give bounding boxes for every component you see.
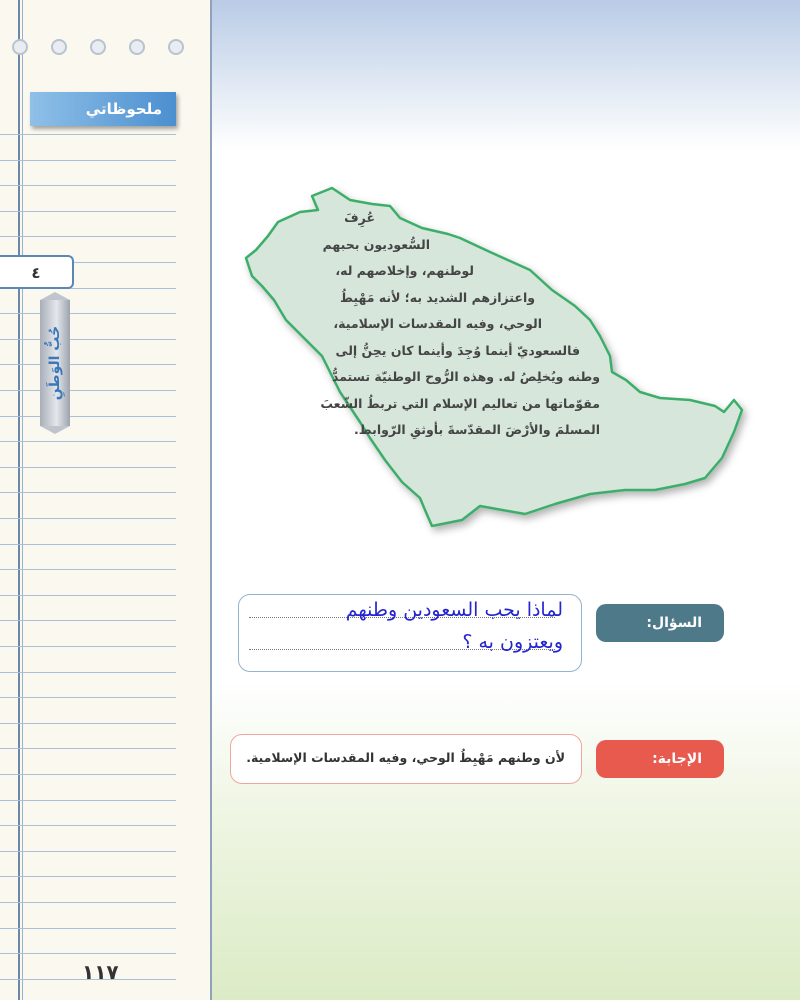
answer-text: لأن وطنهم مَهْبِطُ الوحي، وفيه المقدسات الإسلامية. xyxy=(246,750,565,765)
unit-number-tab: ٤ xyxy=(0,255,74,289)
map-text-line: لوطنهم، وإخلاصهم له، xyxy=(335,263,474,278)
question-text-line: ويعتزون به ؟ xyxy=(462,631,563,653)
unit-title: حُبُّ الوَطَنِ xyxy=(47,325,63,401)
map-text-line: المسلمَ والأرْضَ المقدّسةَ بأوثقِ الرّوابط. xyxy=(354,422,600,437)
page-number: ١١٧ xyxy=(82,960,119,984)
map-text-line: السُّعوديون بحبهم xyxy=(322,236,430,252)
map-text-line: فالسعوديّ أينما وُجِدَ وأينما كان يحِنُّ إلى xyxy=(335,342,580,358)
question-label: السؤال: xyxy=(596,604,724,642)
answer-label: الإجابة: xyxy=(596,740,724,778)
map-text-line: وطنه ويُخلِصُ له. وهذه الرُّوح الوطنيّة تستمدُّ xyxy=(331,369,600,384)
answer-box xyxy=(230,734,582,784)
notes-title: ملحوظاتي xyxy=(30,92,176,126)
question-text-line: لماذا يحب السعودين وطنهم xyxy=(345,599,563,621)
map-text-line: الوحي، وفيه المقدسات الإسلامية، xyxy=(333,316,542,331)
map-text-line: عُرِفَ xyxy=(344,210,375,225)
question-answer-box[interactable] xyxy=(238,594,582,672)
map-text-line: مقوّماتها من تعاليم الإسلام التي تربطُ الشّعبَ xyxy=(320,395,600,411)
map-text-line: واعتزازهم الشديد به؛ لأنه مَهْبِطُ xyxy=(340,289,535,305)
map-paragraph xyxy=(300,205,600,444)
